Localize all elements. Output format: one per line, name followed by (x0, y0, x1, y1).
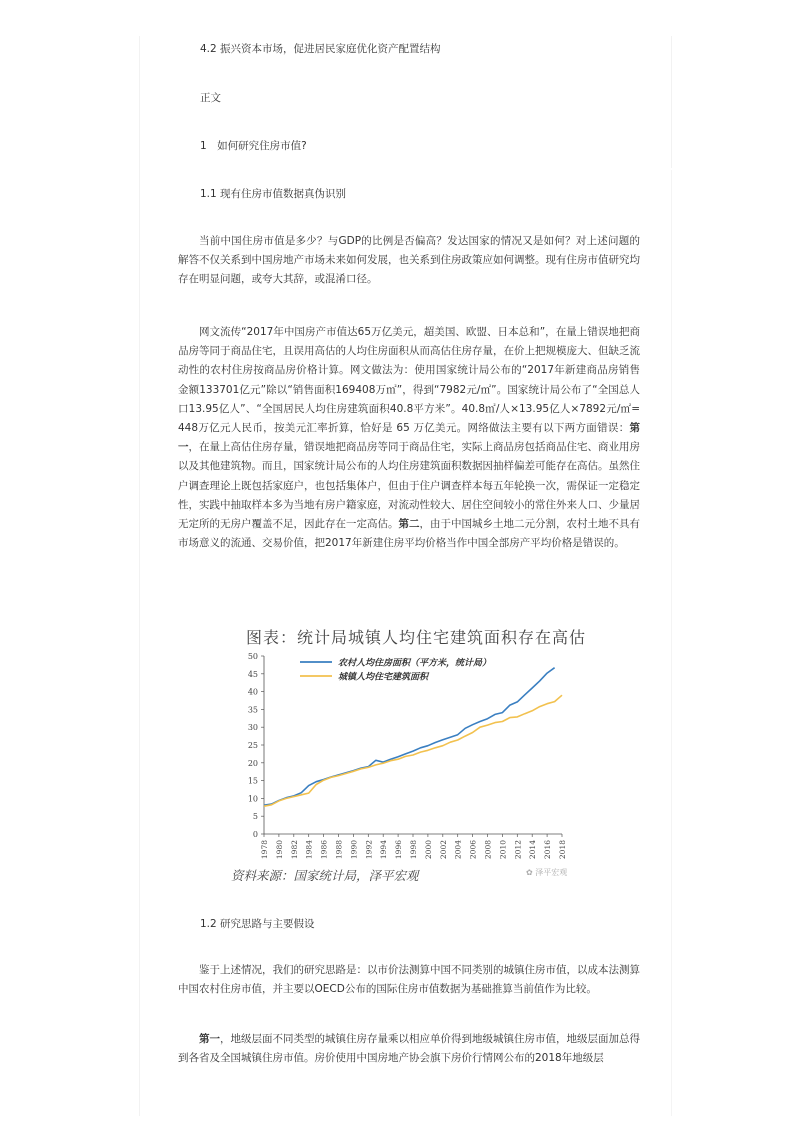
y-tick-label: 10 (247, 794, 258, 804)
chart-source: 资料来源：国家统计局，泽平宏观 (231, 868, 419, 883)
para2-second-label: 第二 (398, 518, 420, 531)
x-tick-label: 2008 (483, 840, 493, 860)
page-frame-right-lower (671, 170, 672, 1116)
y-tick-label: 45 (247, 669, 258, 679)
x-tick-label: 2006 (468, 840, 478, 860)
x-tick-label: 2016 (543, 840, 553, 860)
x-tick-label: 1996 (394, 840, 404, 860)
x-tick-label: 1992 (364, 840, 374, 860)
chart-title: 图表：统计局城镇人均住宅建筑面积存在高估 (246, 628, 587, 647)
chart-figure (224, 622, 586, 890)
x-tick-label: 1978 (260, 840, 269, 860)
para2-first-label: 第一 (178, 422, 640, 454)
y-tick-label: 30 (247, 723, 258, 733)
para4-first-label: 第一 (199, 1033, 220, 1045)
section-heading-1-2: 1.2 研究思路与主要假设 (200, 918, 315, 930)
legend-label-2: 城镇人均住宅建筑面积 (338, 672, 429, 683)
section-heading-1-1: 1.1 现有住房市值数据真伪识别 (200, 188, 347, 200)
para2-text-b: ，在量上高估住房存量，错误地把商品房等同于商品住宅，实际上商品房包括商品住宅、商业用房以及其他建筑物。而且，国家统计局公布的人均住房建筑面积数据因抽样偏差可能存在高估。虽然住户调查理论上既包括家庭户，也包括集体户，但由于住户调查样本每五年轮换一次，需保证一定稳定性，实践中抽取样本多为当地有房户籍家庭，对流动性较大、居住空间较小的常住外来人口、少量居无定所的无房户覆盖不足，因此存在一定高估。 (178, 441, 640, 531)
y-tick-label: 15 (247, 776, 258, 786)
x-tick-label: 1984 (304, 840, 314, 860)
paragraph-web-claims (178, 323, 640, 553)
x-tick-label: 2014 (528, 840, 538, 860)
y-tick-label: 5 (252, 812, 258, 822)
x-tick-label: 2010 (498, 840, 508, 860)
page-frame-right (671, 36, 672, 168)
series-line-1 (264, 668, 555, 806)
para2-text-c: ，由于中国城乡土地二元分割，农村土地不具有市场意义的流通、交易价值，把2017年新建住房平均价格当作中国全部房产平均价格是错误的。 (178, 518, 640, 550)
para2-text-a: 网文流传“2017年中国房产市值达65万亿美元，超美国、欧盟、日本总和”，在量上错误地把商品房等同于商品住宅，且误用高估的人均住房面积从而高估住房存量，在价上把规模庞大、但缺乏流动性的农村住房按商品房价格计算。网文做法为：使用国家统计局公布的“2017年新建商品房销售金额133701亿元”除以“销售面积169408万㎡”，得到“7982元/㎡”。国家统计局公布了“全国总人口13.95亿人”、“全国居民人均住房建筑面积40.8平方米”。40.8㎡/人×13.95亿人×7892元/㎡=448万亿元人民币，按美元汇率折算，恰好是 65 万亿美元。网络做法主要有以下两方面错误： (178, 326, 640, 435)
watermark-label: 泽平宏观 (535, 868, 568, 877)
line-chart (224, 622, 586, 890)
x-tick-label: 2004 (453, 840, 463, 860)
paragraph-research-approach: 鉴于上述情况，我们的研究思路是：以市价法测算中国不同类别的城镇住房市值，以成本法测算中国农村住房市值，并主要以OECD公布的国际住房市值数据为基础推算当前值作为比较。 (178, 964, 640, 996)
y-tick-label: 0 (252, 830, 258, 839)
x-tick-label: 1988 (334, 840, 344, 860)
y-tick-label: 50 (247, 652, 258, 661)
x-tick-label: 2018 (558, 840, 567, 860)
y-tick-label: 40 (247, 687, 258, 697)
paragraph-step-one (178, 1030, 640, 1068)
section-heading-1: 1 如何研究住房市值? (200, 140, 307, 152)
x-tick-label: 1990 (349, 840, 359, 860)
x-tick-label: 1998 (409, 840, 418, 860)
watermark-text (526, 867, 567, 878)
section-heading-4-2: 4.2 振兴资本市场，促进居民家庭优化资产配置结构 (200, 43, 441, 55)
y-tick-label: 35 (247, 705, 258, 715)
paragraph-intro: 当前中国住房市值是多少？与GDP的比例是否偏高？发达国家的情况又是如何？对上述问题的解答不仅关系到中国房地产市场未来如何发展，也关系到住房政策应如何调整。现有住房市值研究均存在明显问题，或夸大其辞，或混淆口径。 (178, 235, 640, 286)
legend-label-1: 农村人均住房面积（平方米，统计局） (338, 658, 492, 669)
x-tick-label: 1980 (274, 840, 284, 860)
x-tick-label: 2000 (423, 840, 433, 860)
x-tick-label: 1994 (379, 840, 389, 860)
x-tick-label: 2012 (513, 840, 523, 860)
body-label: 正文 (200, 92, 221, 104)
x-tick-label: 1982 (289, 840, 299, 860)
x-tick-label: 2002 (438, 840, 448, 860)
wechat-icon: ✿ (526, 868, 533, 877)
page-frame-left (139, 36, 140, 1116)
para4-text: ，地级层面不同类型的城镇住房存量乘以相应单价得到地级城镇住房市值，地级层面加总得到各省及全国城镇住房市值。房价使用中国房地产协会旗下房价行情网公布的2018年地级层 (178, 1033, 640, 1065)
x-tick-label: 1986 (319, 840, 329, 860)
y-tick-label: 25 (247, 741, 258, 750)
y-tick-label: 20 (247, 758, 258, 768)
